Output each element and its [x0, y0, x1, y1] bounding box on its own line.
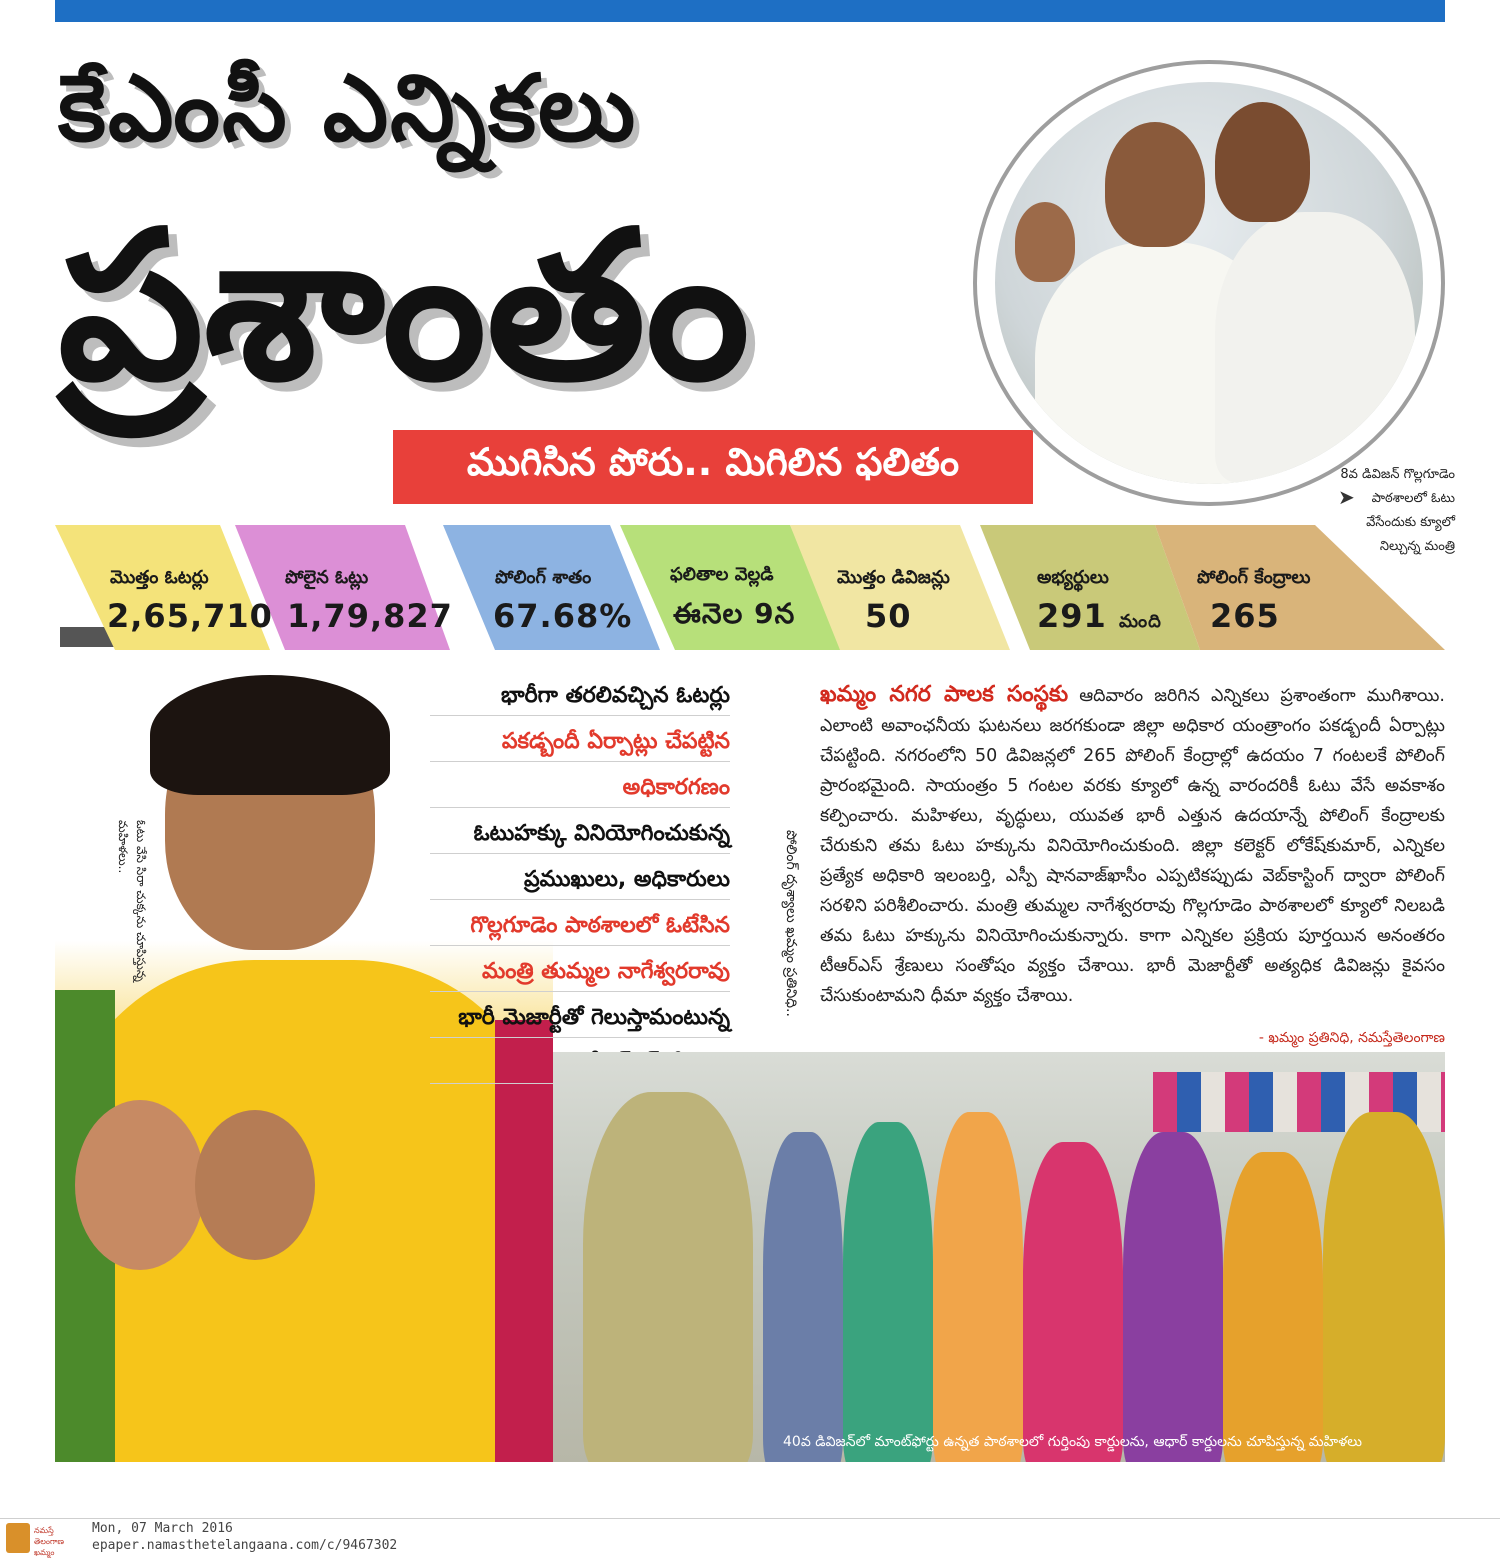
stat-candidates-label: అభ్యర్థులు: [1037, 567, 1109, 588]
photo-child: [75, 1100, 205, 1270]
stat-polling-percent-label: పోలింగ్ శాతం: [495, 567, 592, 588]
photo-companion-head: [1215, 102, 1310, 222]
stat-polling-centres-value: 265: [1210, 597, 1280, 635]
highlight-item: గొల్లగూడెం పాఠశాలలో ఓటేసిన: [430, 910, 730, 946]
left-photo-caption: ఓటు వేసి సిరా చుక్కను చూపిస్తున్న మహిళలు..: [116, 820, 148, 982]
photo-woman-6: [1123, 1132, 1223, 1462]
stat-polled-votes-value: 1,79,827: [287, 597, 453, 635]
stat-total-voters-value: 2,65,710: [107, 597, 273, 635]
article-lead: ఖమ్మం నగర పాలక సంస్థకు: [820, 682, 1069, 707]
stat-total-divisions-value: 50: [865, 597, 912, 635]
highlights-list: [430, 680, 730, 1094]
photo-woman-hair: [150, 675, 390, 795]
photo-woman-7: [1223, 1152, 1323, 1462]
stat-candidates-suffix: మంది: [1118, 611, 1162, 632]
article-paragraph: ఆదివారం జరిగిన ఎన్నికలు ప్రశాంతంగా ముగిశాయి. ఎలాంటి అవాంఛనీయ ఘటనలు జరగకుండా జిల్లా అధికార యంత్రాంగం పకడ్బందీ ఏర్పాట్లు చేపట్టింది. నగరంలోని 50 డివిజన్లలో 265 పోలింగ్ కేంద్రాల్లో ఉదయం 7 గంటలకే పోలింగ్ ప్రారంభమైంది. సాయంత్రం 5 గంటల వరకు క్యూలో ఉన్న వారందరికీ ఓటు వేసే అవకాశం కల్పించారు. మహిళలు, వృద్ధులు, యువత భారీ ఎత్తున ఉదయాన్నే పోలింగ్ కేంద్రాలకు చేరుకుని తమ ఓటు హక్కును వినియోగించుకుంది. జిల్లా కలెక్టర్ లోకేష్‌కుమార్, ఎన్నికల ప్రత్యేక అధికారి ఇలంబర్తి, ఎస్పీ షానవాజ్‌ఖాసీం ఎప్పటికప్పుడు వెబ్‌కాస్టింగ్ ద్వారా పోలింగ్ సరళిని పరిశీలించారు. మంత్రి తుమ్మల నాగేశ్వరరావు గొల్లగూడెం పాఠశాలలో క్యూలో నిలబడి తమ ఓటు హక్కును వినియోగించుకున్నారు. కాగా ఎన్నికల ప్రక్రియ పూర్తయిన అనంతరం టీఆర్ఎస్ శ్రేణులు సంతోషం వ్యక్తం చేశాయి. భారీ మెజార్టీతో అత్యధిక డివిజన్లు కైవసం చేసుకుంటామని ధీమా వ్యక్తం చేశాయి.: [820, 686, 1445, 1006]
stat-results-value: ఈనెల 9న: [673, 597, 796, 630]
footer-divider: [0, 1518, 1500, 1519]
stats-strip: [55, 522, 1445, 652]
stat-polled-votes-label: పోలైన ఓట్లు: [285, 567, 369, 588]
photo-woman-8: [1323, 1112, 1445, 1462]
stat-polling-centres-label: పోలింగ్ కేంద్రాలు: [1197, 567, 1311, 588]
photo-bystander: [1015, 202, 1075, 282]
headline-line-2: ప్రశాంతం: [58, 188, 750, 426]
mid-photo-caption: పోలింగ్ దృశ్యాలు ఖమ్మం ప్రతినిధి..: [783, 830, 799, 1017]
queue-women-photo: [553, 1052, 1445, 1462]
highlight-item: అధికారగణం: [430, 772, 730, 808]
highlight-item: ప్రముఖులు, అధికారులు: [430, 864, 730, 900]
top-color-bar: [55, 0, 1445, 22]
stat-candidates-value: [1037, 597, 1162, 636]
stat-results-label: ఫలితాల వెల్లడి: [670, 564, 774, 585]
photo-woman-1: [583, 1092, 753, 1462]
subheadline-banner: [393, 430, 1033, 504]
minister-round-photo: [973, 60, 1445, 506]
article-byline: - ఖమ్మం ప్రతినిధి, నమస్తేతెలంగాణ: [1258, 1030, 1445, 1046]
highlight-item: పకడ్బందీ ఏర్పాట్లు చేపట్టిన: [430, 726, 730, 762]
photo-woman-2: [763, 1132, 843, 1462]
stat-candidates-number: 291: [1037, 597, 1107, 635]
article-text: [775, 680, 1445, 1011]
photo-woman-5: [1023, 1142, 1123, 1462]
photo-scene: [995, 82, 1423, 484]
round-photo-caption: 8వ డివిజన్ గొల్లగూడెం పాఠశాలలో ఓటు వేసేందుకు క్యూలో నిల్చున్న మంత్రి: [1340, 467, 1455, 554]
photo-second-woman: [195, 1110, 315, 1260]
highlight-item: ఓటుహక్కు వినియోగించుకున్న: [430, 818, 730, 854]
stat-total-voters-label: మొత్తం ఓటర్లు: [110, 567, 209, 588]
footer-url[interactable]: epaper.namasthetelangaana.com/c/9467302: [92, 1538, 398, 1553]
stat-polling-percent-value: 67.68%: [493, 597, 633, 635]
highlight-item: మంత్రి తుమ్మల నాగేశ్వరరావు: [430, 956, 730, 992]
footer-brand: నమస్తే తెలంగాణ ఖమ్మం: [34, 1526, 64, 1557]
headline-line-1: కేఎంసీ ఎన్నికలు: [58, 55, 638, 162]
photo-woman-3: [843, 1122, 933, 1462]
photo-minister-head: [1105, 122, 1205, 247]
highlight-item: భారీ మెజార్టీతో గెలుస్తామంటున్న: [430, 1002, 730, 1038]
subheadline-text: ముగిసిన పోరు.. మిగిలిన ఫలితం: [466, 440, 960, 484]
photo-woman-4: [933, 1112, 1023, 1462]
highlight-item: భారీగా తరలివచ్చిన ఓటర్లు: [430, 680, 730, 716]
photo-companion-body: [1215, 212, 1415, 482]
pointer-arrow-icon: ➤: [1338, 485, 1355, 509]
footer-date: Mon, 07 March 2016: [92, 1521, 233, 1536]
newspaper-logo-icon: [6, 1523, 30, 1553]
article-body: [775, 680, 1445, 1011]
stat-total-divisions-label: మొత్తం డివిజన్లు: [837, 567, 950, 588]
bottom-photo-caption: 40వ డివిజన్‌లో మాంట్‌ఫోర్టు ఉన్నత పాఠశాలలో గుర్తింపు కార్డులను, ఆధార్ కార్డులను చూపిస్తున్న మహిళలు: [783, 1434, 1362, 1450]
